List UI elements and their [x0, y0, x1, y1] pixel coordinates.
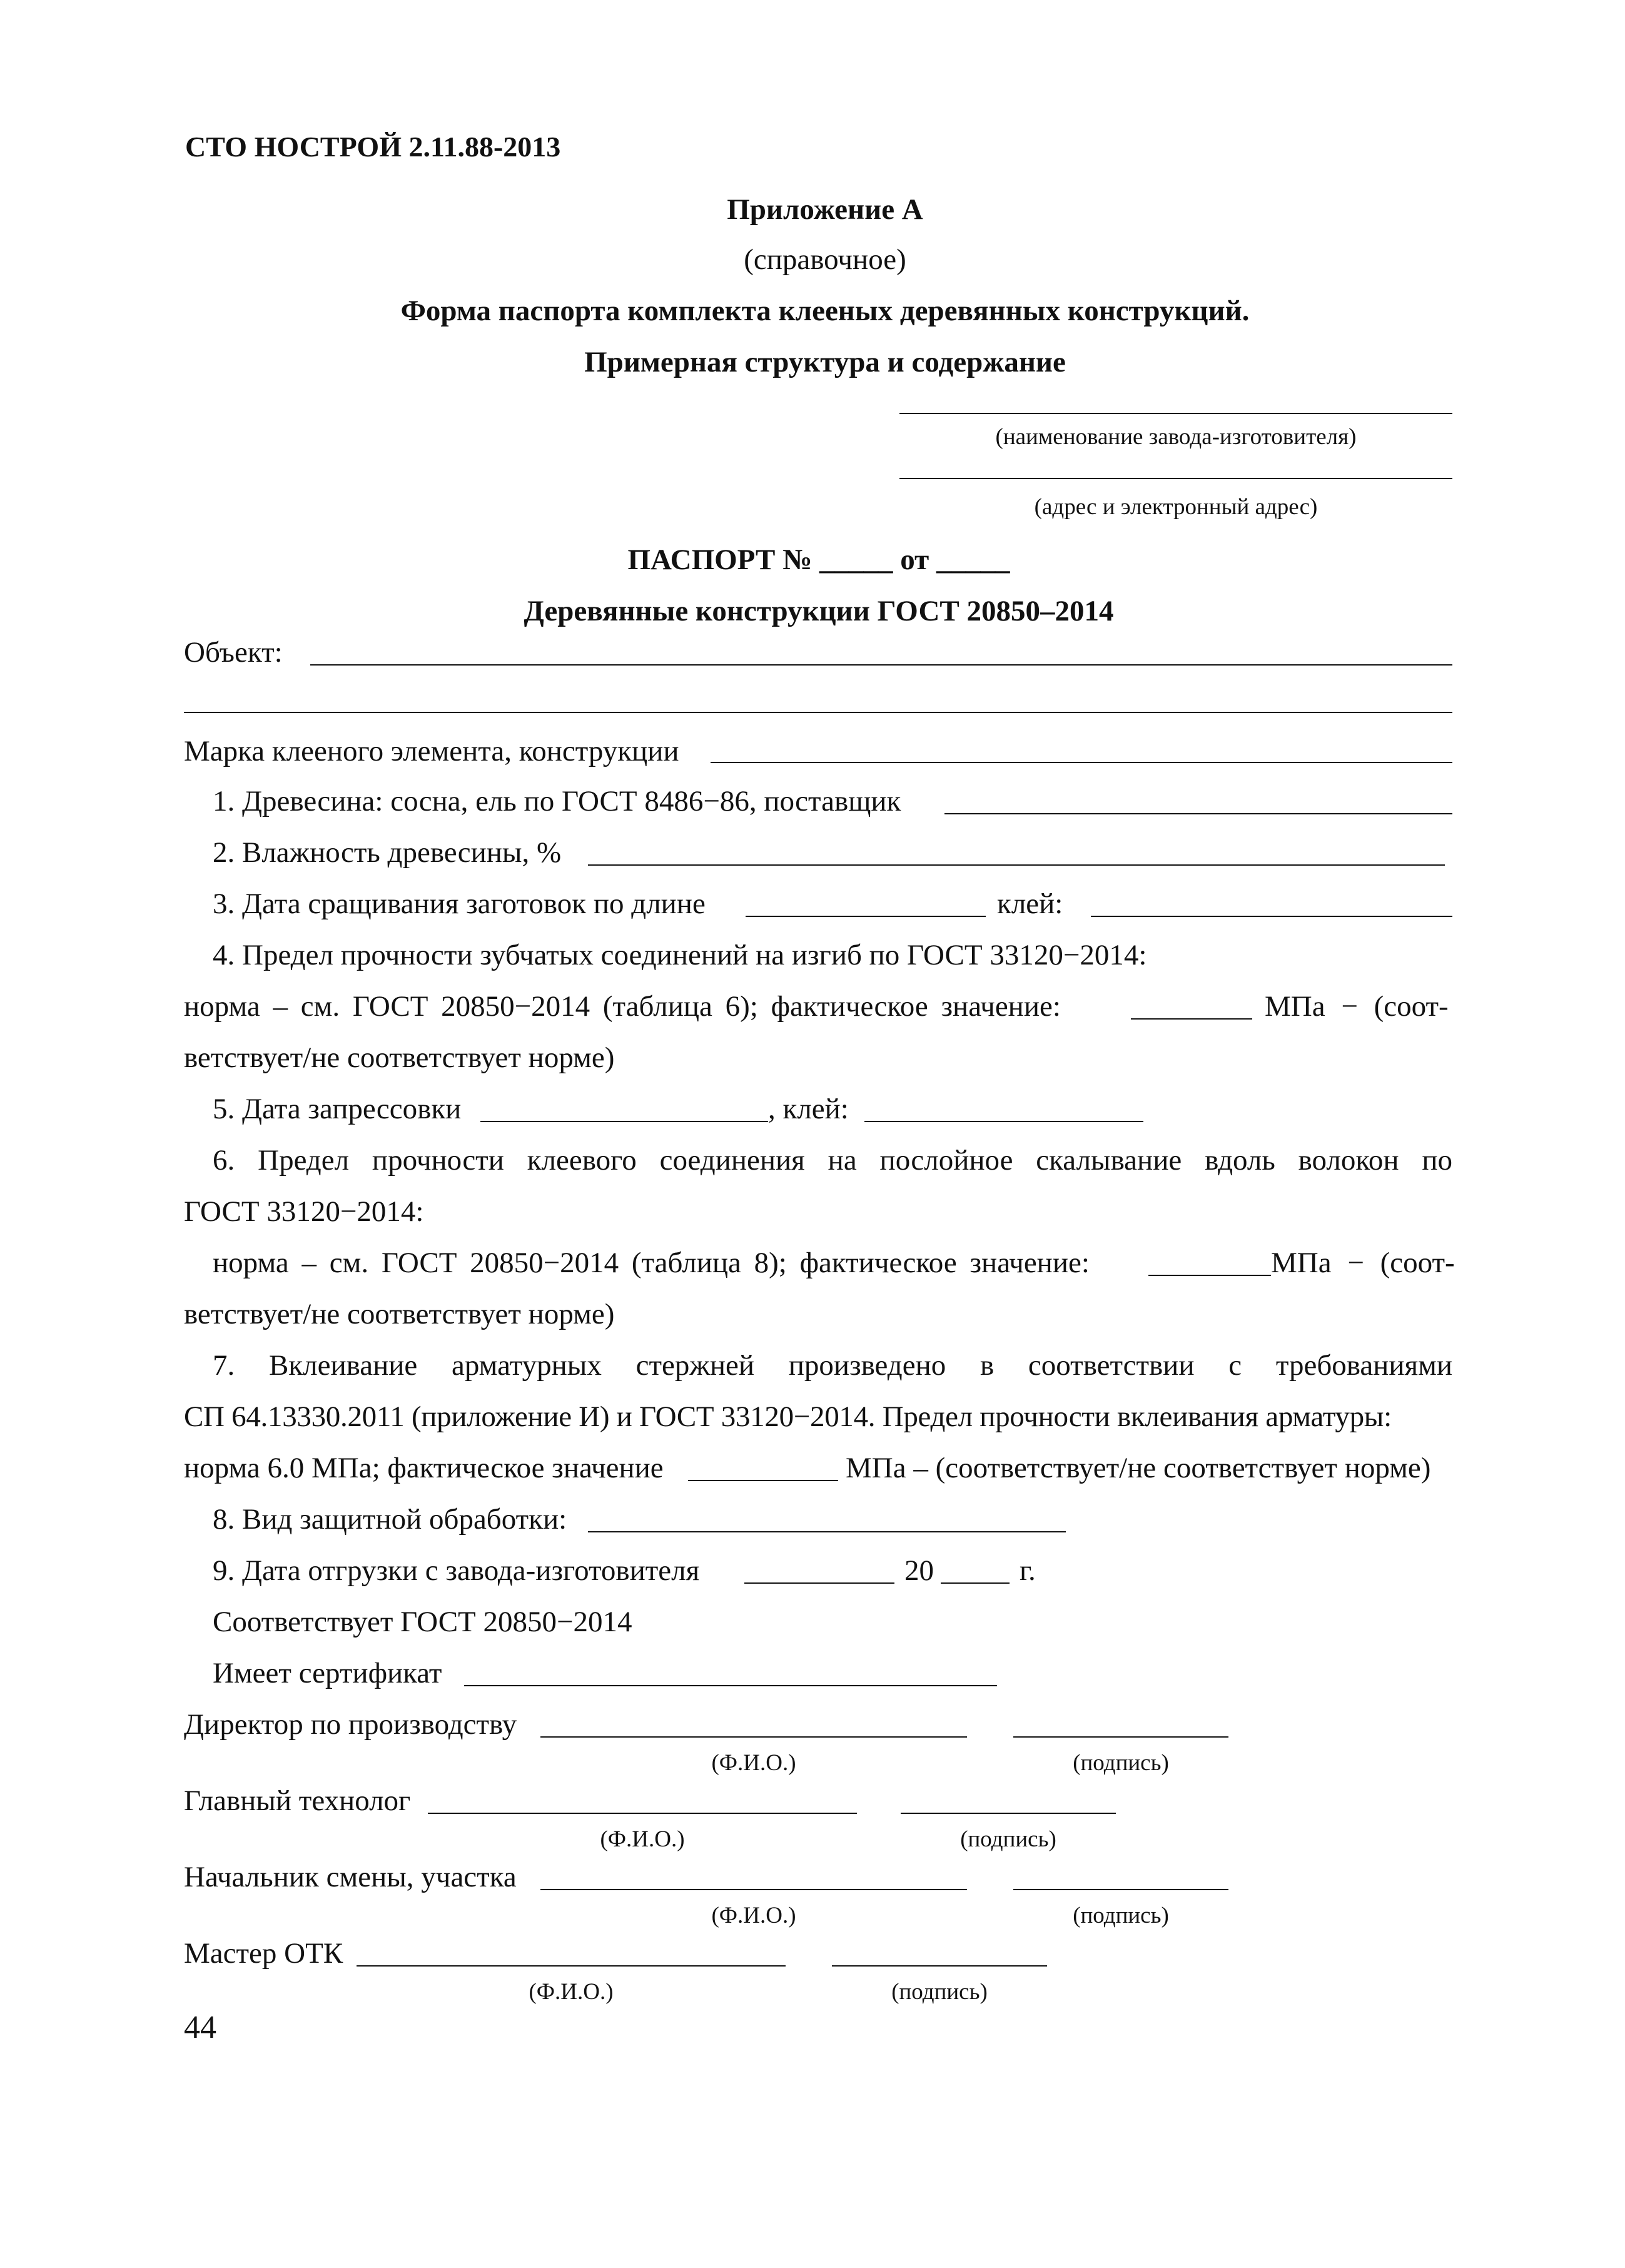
item-5-glue-line[interactable] — [864, 1121, 1143, 1122]
item-3-glue-line[interactable] — [1091, 916, 1452, 917]
item-4-norm-text: норма – см. ГОСТ 20850−2014 (таблица 6); фактическое значение: — [184, 990, 1061, 1023]
certificate-label: Имеет сертификат — [213, 1657, 442, 1689]
appendix-kind: (справочное) — [744, 243, 906, 276]
maker-name-line[interactable] — [899, 413, 1452, 414]
signature-role-director: Директор по производству — [184, 1708, 517, 1741]
signature-name-caption: (Ф.И.О.) — [600, 1826, 685, 1852]
appendix-heading-2: Примерная структура и содержание — [584, 346, 1066, 378]
conformity-text: Соответствует ГОСТ 20850−2014 — [213, 1606, 632, 1638]
item-7-unit-text: МПа – (соответствует/не соответствует норме) — [846, 1452, 1431, 1484]
signature-sign-caption: (подпись) — [960, 1826, 1056, 1852]
item-4-line-3: ветствует/не соответствует норме) — [184, 1041, 615, 1074]
appendix-heading-1: Форма паспорта комплекта клееных деревянных конструкций. — [400, 295, 1250, 327]
signature-name-caption: (Ф.И.О.) — [529, 1979, 614, 2005]
item-6-value-line[interactable] — [1148, 1275, 1271, 1276]
maker-name-caption: (наименование завода-изготовителя) — [995, 424, 1357, 450]
item-7-norm-text: норма 6.0 МПа; фактическое значение — [184, 1452, 664, 1484]
appendix-title: Приложение А — [727, 193, 923, 226]
signature-sign-caption: (подпись) — [1073, 1903, 1169, 1928]
signature-name-line-technologist[interactable] — [428, 1813, 857, 1814]
item-8-label: 8. Вид защитной обработки: — [213, 1503, 567, 1536]
page-number: 44 — [184, 2010, 216, 2045]
signature-sign-line-shift-head[interactable] — [1013, 1889, 1228, 1890]
mark-label: Марка клееного элемента, конструкции — [184, 735, 679, 767]
object-field-line-2[interactable] — [184, 712, 1452, 713]
item-5-date-line[interactable] — [480, 1121, 768, 1122]
item-9-year-suffix: г. — [1020, 1554, 1036, 1587]
certificate-line[interactable] — [464, 1685, 997, 1686]
item-7-value-line[interactable] — [688, 1480, 838, 1481]
item-4-value-line[interactable] — [1131, 1018, 1252, 1020]
signature-name-caption: (Ф.И.О.) — [711, 1903, 796, 1928]
item-9-label: 9. Дата отгрузки с завода-изготовителя — [213, 1554, 700, 1587]
signature-sign-caption: (подпись) — [1073, 1750, 1169, 1776]
signature-role-technologist: Главный технолог — [184, 1785, 411, 1817]
maker-address-line[interactable] — [899, 478, 1452, 479]
passport-subtitle: Деревянные конструкции ГОСТ 20850–2014 — [524, 595, 1114, 627]
mark-field-line[interactable] — [711, 762, 1452, 763]
item-5-label: 5. Дата запрессовки — [213, 1093, 462, 1125]
item-2-moisture-line[interactable] — [588, 864, 1445, 866]
item-9-year-prefix: 20 — [904, 1554, 934, 1587]
item-6-line-1: 6. Предел прочности клеевого соединения на послойное скалывание вдоль волокон по — [213, 1144, 1452, 1177]
item-7-line-2: СП 64.13330.2011 (приложение И) и ГОСТ 33120−2014. Предел прочности вклеивания арматуры: — [184, 1400, 1392, 1433]
item-5-glue-label: , клей: — [768, 1093, 849, 1125]
signature-sign-line-qc-master[interactable] — [832, 1965, 1047, 1967]
standard-code: СТО НОСТРОЙ 2.11.88-2013 — [185, 131, 561, 163]
item-3-label: 3. Дата сращивания заготовок по длине — [213, 888, 706, 920]
item-6-unit-text: МПа − (соот- — [1271, 1247, 1455, 1279]
signature-name-line-director[interactable] — [540, 1736, 967, 1738]
item-1-label: 1. Древесина: сосна, ель по ГОСТ 8486−86, поставщик — [213, 785, 901, 818]
item-6-line-4: ветствует/не соответствует норме) — [184, 1298, 615, 1330]
item-4-unit-text: МПа − (соот- — [1265, 990, 1449, 1023]
signature-role-shift-head: Начальник смены, участка — [184, 1861, 517, 1893]
signature-name-line-qc-master[interactable] — [357, 1965, 786, 1967]
signature-name-caption: (Ф.И.О.) — [711, 1750, 796, 1776]
passport-title: ПАСПОРТ № _____ от _____ — [627, 544, 1010, 576]
item-1-supplier-line[interactable] — [944, 813, 1452, 814]
signature-sign-line-technologist[interactable] — [901, 1813, 1116, 1814]
item-4-line-1: 4. Предел прочности зубчатых соединений на изгиб по ГОСТ 33120−2014: — [213, 939, 1147, 971]
signature-name-line-shift-head[interactable] — [540, 1889, 967, 1890]
item-9-date-line[interactable] — [744, 1582, 894, 1584]
item-8-treatment-line[interactable] — [588, 1531, 1066, 1532]
object-label: Объект: — [184, 636, 283, 669]
item-3-date-line[interactable] — [746, 916, 986, 917]
item-3-glue-label: клей: — [997, 888, 1063, 920]
signature-role-qc-master: Мастер ОТК — [184, 1937, 343, 1970]
signature-sign-line-director[interactable] — [1013, 1736, 1228, 1738]
maker-address-caption: (адрес и электронный адрес) — [1034, 494, 1318, 520]
object-field-line-1[interactable] — [310, 664, 1452, 666]
item-7-line-1: 7. Вклеивание арматурных стержней произведено в соответствии с требованиями — [213, 1349, 1452, 1382]
item-9-year-line[interactable] — [941, 1582, 1010, 1584]
item-6-norm-text: норма – см. ГОСТ 20850−2014 (таблица 8); фактическое значение: — [213, 1247, 1090, 1279]
item-2-label: 2. Влажность древесины, % — [213, 836, 562, 869]
item-6-line-2: ГОСТ 33120−2014: — [184, 1195, 424, 1228]
signature-sign-caption: (подпись) — [891, 1979, 988, 2005]
